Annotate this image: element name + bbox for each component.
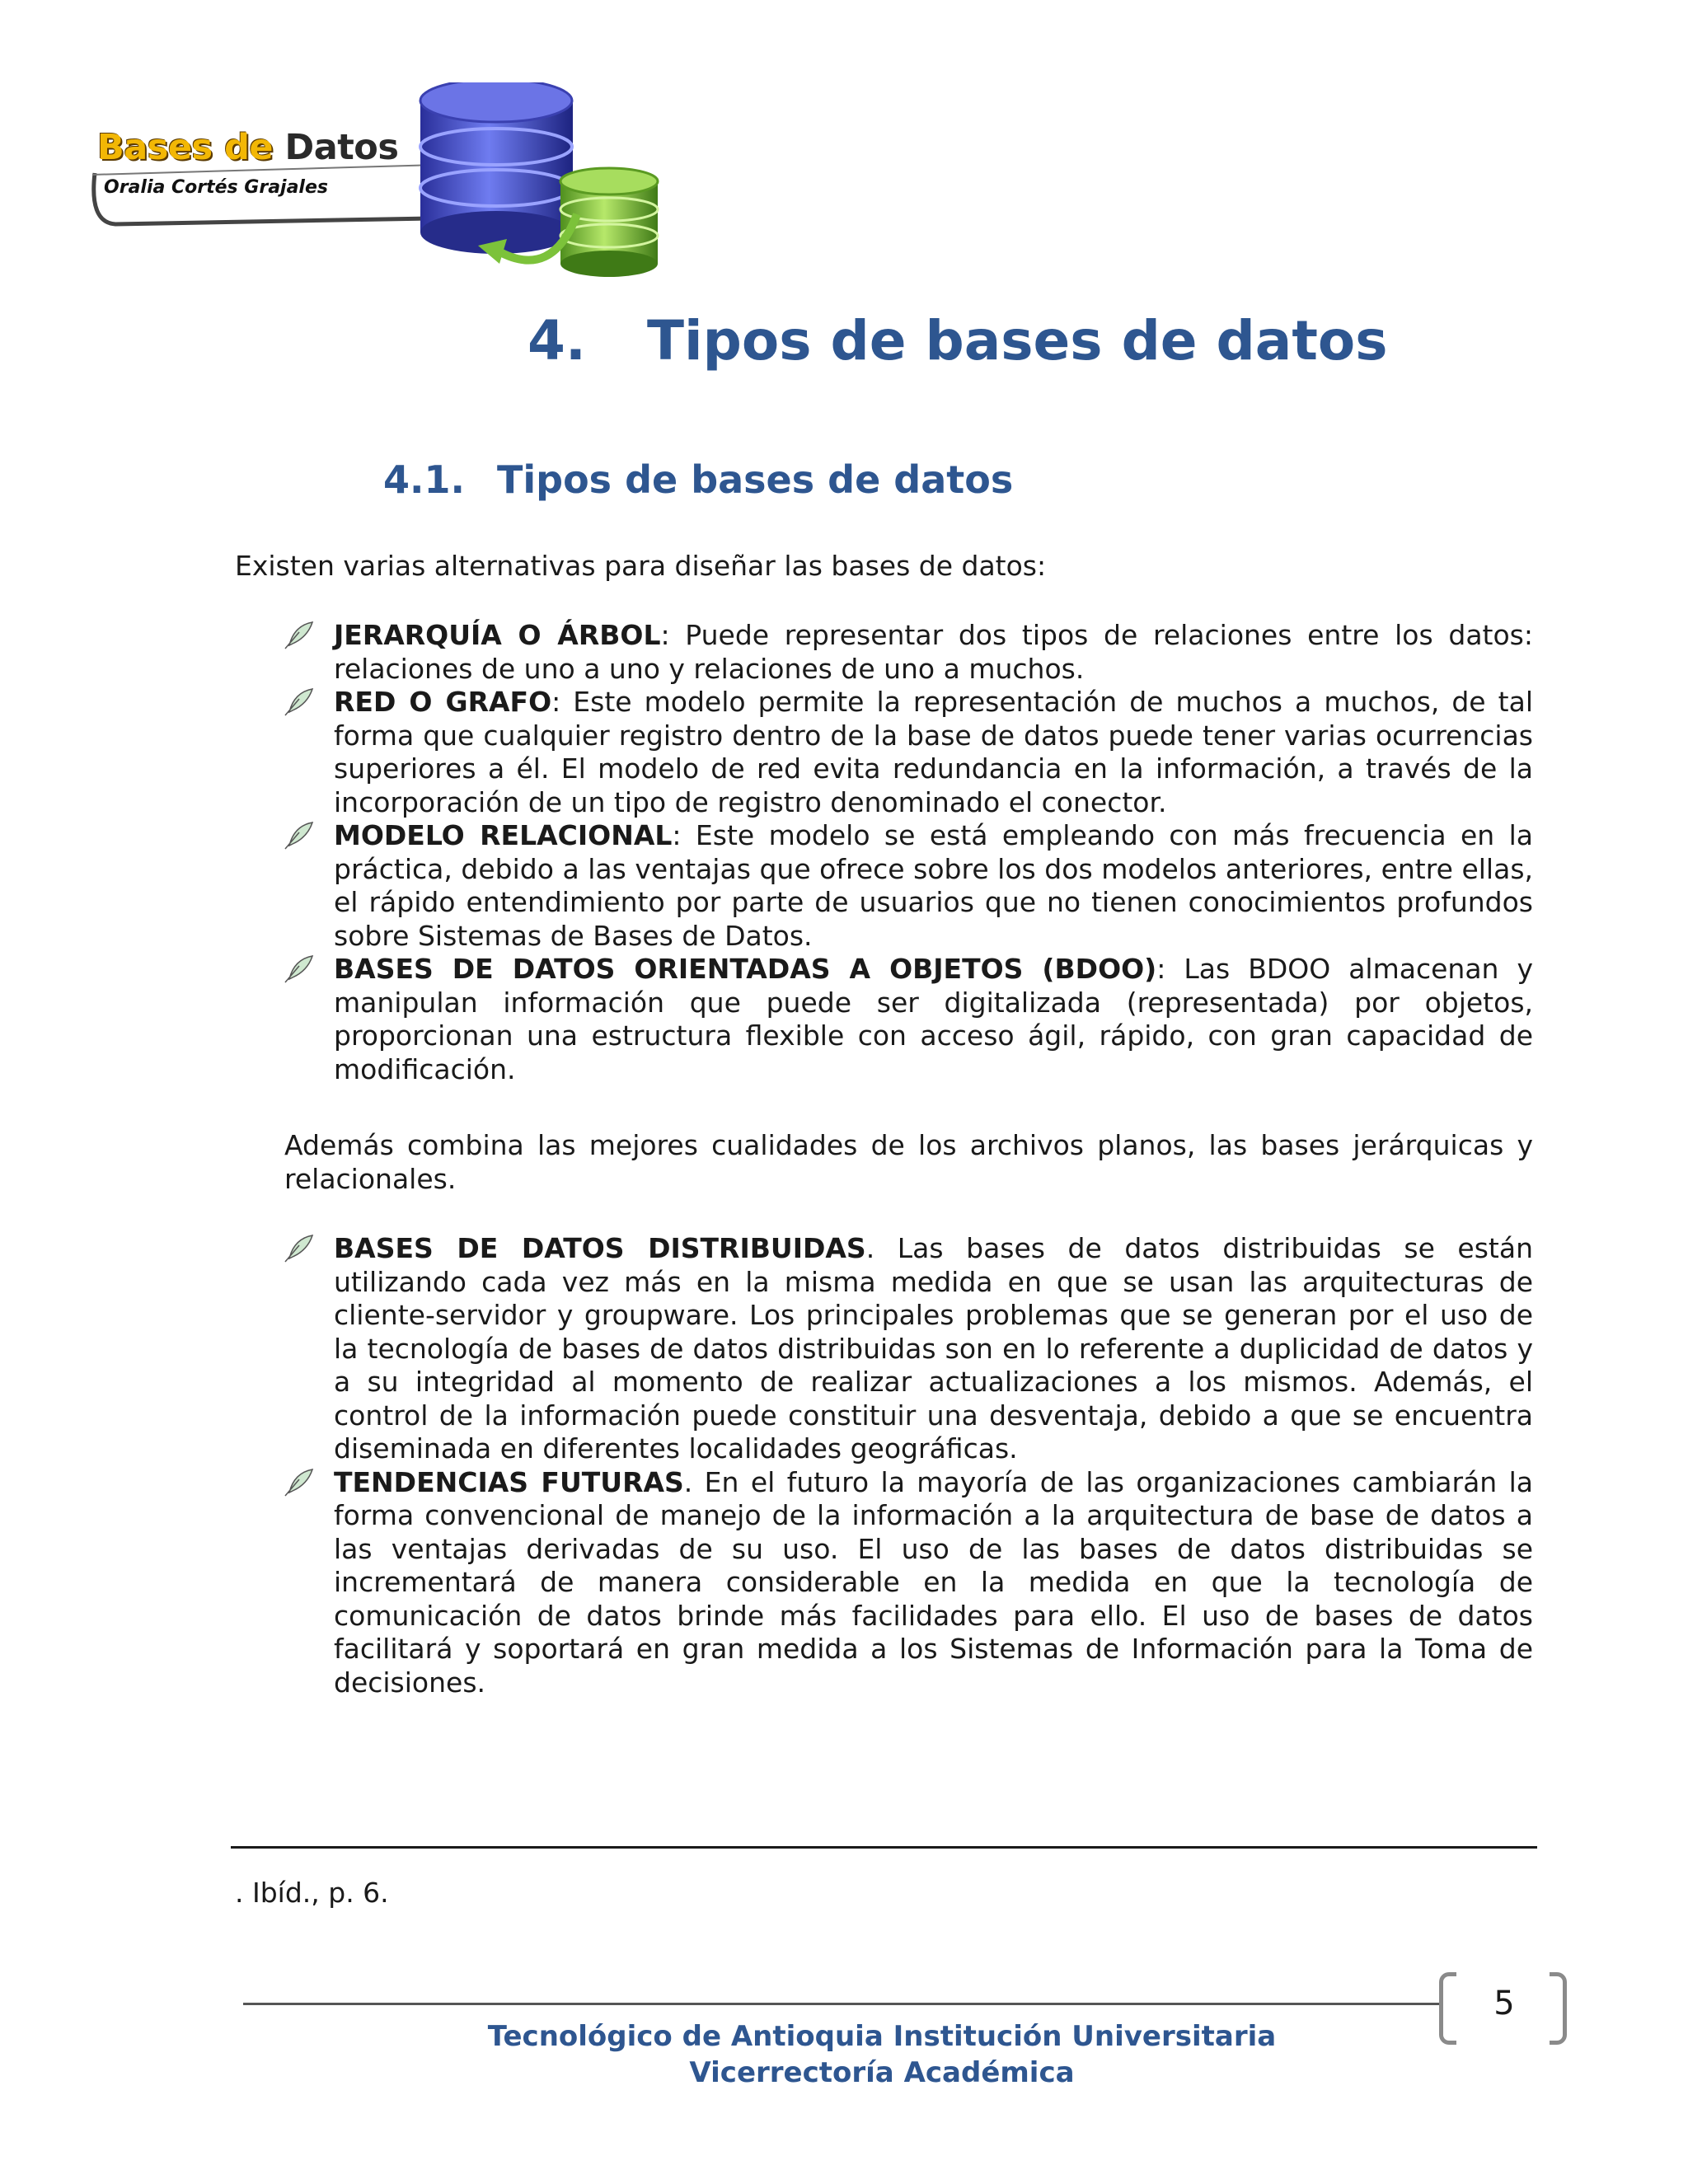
logo	[82, 82, 676, 280]
bullet-text: : Puede representar dos tipos de relaciones entre los datos: relaciones de uno a uno y relaciones de uno a muchos.	[334, 619, 1533, 685]
bullet-term: TENDENCIAS FUTURAS	[334, 1465, 684, 1498]
logo-title-part1: Bases de	[97, 127, 274, 168]
page-number: 5	[1493, 1985, 1515, 2022]
list-item	[334, 1232, 1533, 1466]
footnote: . Ibíd., p. 6.	[235, 1877, 389, 1909]
quill-feather-icon	[283, 621, 314, 650]
list-item	[334, 686, 1533, 819]
list-item	[334, 1466, 1533, 1700]
bullet-text: . Las bases de datos distribuidas se están utilizando cada vez más en la misma medida en que se usan las arquitecturas de cliente-servidor y groupware. Los principales problemas que se generan por el uso de la tecnología de bases de datos distribuidas son en lo referente a duplicidad de datos y a su integridad al momento de realizar actualizaciones a los mismos. Además, el control de la información puede constituir una desventaja, debido a que se encuentra diseminada en diferentes localidades geográficas.	[334, 1232, 1534, 1465]
intro-paragraph: Existen varias alternativas para diseñar las bases de datos:	[235, 550, 1047, 582]
bullet-text: . En el futuro la mayoría de las organizaciones cambiarán la forma convencional de manejo de la información a la arquitectura de base de datos a las ventajas derivadas de su uso. El uso de las bases de datos distribuidas se incrementará de manera considerable en la medida en que la tecnología de comunicación de datos brinde más facilidades para ello. El uso de bases de datos facilitará y soportará en gran medida a los Sistemas de Información para la Toma de decisiones.	[334, 1465, 1533, 1699]
quill-feather-icon	[283, 687, 314, 717]
bullet-term: BASES DE DATOS ORIENTADAS A OBJETOS (BDOO)	[334, 953, 1157, 985]
quill-feather-icon	[283, 1234, 314, 1263]
section-heading-number: 4.1.	[383, 457, 465, 502]
logo-title	[97, 127, 398, 168]
bullet-text: : Este modelo se está empleando con más frecuencia en la práctica, debido a las ventajas que ofrece sobre los dos modelos anteriores, entre ellas, el rápido entendimiento por parte de usuarios que no tienen conocimientos profundos sobre Sistemas de Bases de Datos.	[334, 819, 1533, 952]
bullet-term: JERARQUÍA O ÁRBOL	[334, 619, 661, 651]
footnote-divider	[231, 1846, 1537, 1849]
bullet-term: BASES DE DATOS DISTRIBUIDAS	[334, 1232, 866, 1264]
footer-institution: Tecnológico de Antioquia Institución Universitaria	[487, 2020, 1277, 2053]
bullet-list-2	[334, 1232, 1533, 1699]
list-item	[334, 619, 1533, 686]
list-item	[334, 953, 1533, 1086]
bullet-term: RED O GRAFO	[334, 686, 552, 718]
list-item	[334, 819, 1533, 953]
page-title-number: 4.	[528, 309, 586, 373]
bullet-text: : Este modelo permite la representación de muchos a muchos, de tal forma que cualquier registro dentro de la base de datos puede tener varias ocurrencias superiores a él. El modelo de red evita redundancia en la información, a través de la incorporación de un tipo de registro denominado el conector.	[334, 686, 1533, 818]
quill-feather-icon	[283, 1468, 314, 1497]
section-heading	[383, 457, 1013, 502]
logo-author: Oralia Cortés Grajales	[104, 177, 328, 198]
bullet-list-1	[334, 619, 1533, 1086]
quill-feather-icon	[283, 821, 314, 851]
page-title-text: Tipos de bases de datos	[647, 309, 1388, 373]
body-paragraph: Además combina las mejores cualidades de los archivos planos, las bases jerárquicas y relacionales.	[284, 1129, 1533, 1195]
page-title	[528, 309, 1388, 373]
quill-feather-icon	[283, 954, 314, 984]
bullet-term: MODELO RELACIONAL	[334, 819, 673, 851]
logo-title-part2: Datos	[284, 127, 399, 168]
footer-divider	[243, 2003, 1442, 2005]
footer-department: Vicerrectoría Académica	[689, 2056, 1075, 2089]
bullet-text: : Las BDOO almacenan y manipulan información que puede ser digitalizada (representada) por objetos, proporcionan una estructura flexible con acceso ágil, rápido, con gran capacidad de modificación.	[334, 953, 1534, 1085]
section-heading-text: Tipos de bases de datos	[497, 457, 1014, 502]
